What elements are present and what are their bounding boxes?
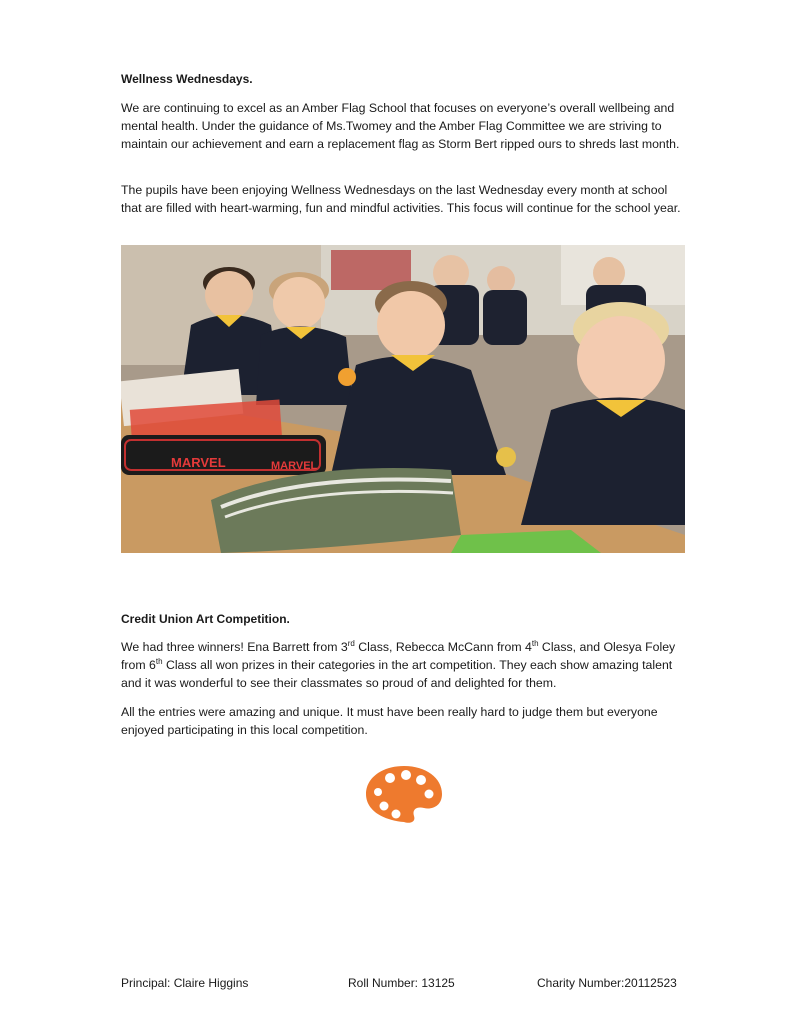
ordinal-sup-2: th	[531, 638, 539, 648]
wellness-paragraph-1: We are continuing to excel as an Amber Flag School that focuses on everyone’s overall wellbeing and mental health. Under the guidance of Ms.Twomey and the Amber Flag Committee we are striving to maintain our achievement and earn a replacement flag as Storm Bert ripped ours to shreds last month.	[121, 101, 680, 152]
footer-charity-number: Charity Number:20112523	[537, 976, 677, 990]
wellness-paragraph-2: The pupils have been enjoying Wellness Wednesdays on the last Wednesday every month at school that are filled with heart-warming, fun and mindful activities. This focus will continue for the school year.	[121, 183, 681, 216]
art-palette-icon	[364, 764, 444, 824]
winners-text-d: Class all won prizes in their categories in the art competition. They each show amazing talent and it was wonderful to see their classmates so proud of and delighted for them.	[121, 658, 673, 691]
art-competition-paragraph-1	[121, 638, 691, 693]
photo-illustration	[121, 245, 685, 553]
wellness-heading: Wellness Wednesdays.	[121, 72, 253, 86]
winners-text-b: Class, Rebecca McCann from 4	[354, 640, 532, 654]
footer-roll-number: Roll Number: 13125	[348, 976, 455, 990]
art-competition-heading: Credit Union Art Competition.	[121, 612, 290, 626]
winners-text-a: We had three winners! Ena Barrett from 3	[121, 640, 348, 654]
art-competition-paragraph-2: All the entries were amazing and unique. It must have been really hard to judge them but everyone enjoyed participating in this local competition.	[121, 705, 658, 738]
pencil-case-label-2: MARVEL	[271, 460, 318, 472]
children-classroom-photo	[121, 245, 685, 553]
ordinal-sup-3: th	[155, 657, 163, 667]
winners-text-c: Class, and Olesya Foley from 6	[121, 640, 676, 673]
footer-principal: Principal: Claire Higgins	[121, 976, 249, 990]
pencil-case-label-1: MARVEL	[171, 455, 226, 470]
art-palette-icon	[364, 764, 444, 824]
ordinal-sup-1: rd	[347, 638, 355, 648]
